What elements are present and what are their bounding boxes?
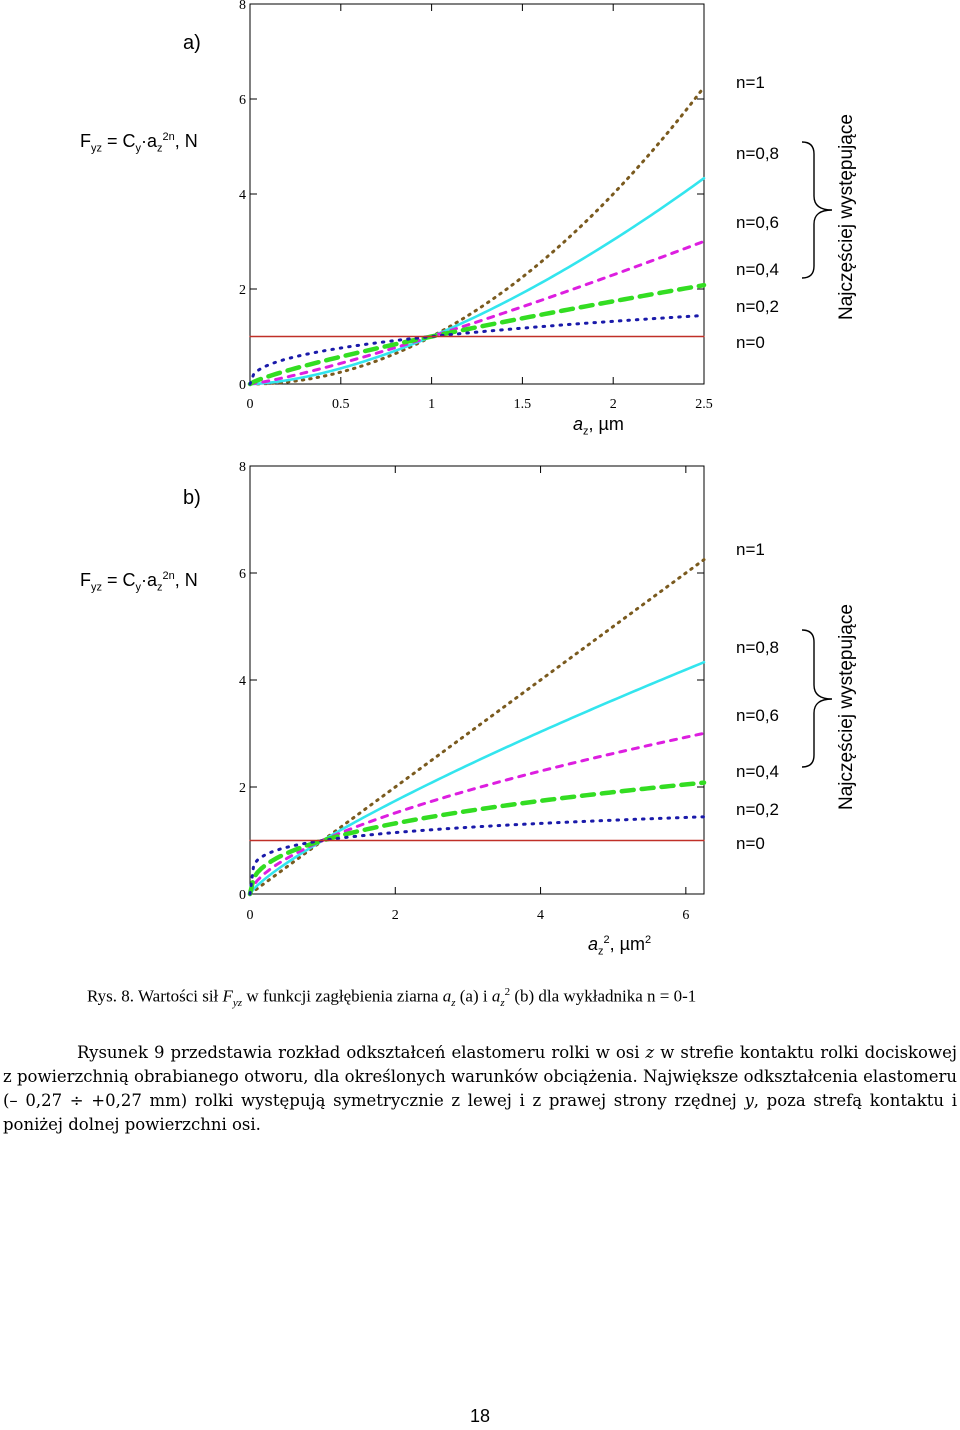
x-tick-label: 2.5 <box>695 397 713 410</box>
series-line-n04 <box>250 783 704 894</box>
y-tick-label: 0 <box>239 378 246 393</box>
x-tick-label: 6 <box>682 908 690 923</box>
panel-b-xlabel: $a_z^2$, µm$^2$ <box>588 934 652 958</box>
x-tick-label: 0 <box>246 397 254 410</box>
panel-a-label-n02: n=0,2 <box>736 297 780 316</box>
y-tick-label: 6 <box>239 567 246 582</box>
y-tick-label: 6 <box>239 93 246 108</box>
plot-frame <box>250 466 704 894</box>
chart-a <box>228 0 718 410</box>
y-tick-label: 0 <box>239 888 246 903</box>
panel-a-ylabel: $F_{yz} = C_y\cdot a_z^{2n}$, N <box>80 131 198 155</box>
x-tick-label: 4 <box>537 908 545 923</box>
y-tick-label: 2 <box>239 283 246 298</box>
y-tick-label: 2 <box>239 781 246 796</box>
x-tick-label: 1 <box>428 397 436 410</box>
y-tick-label: 4 <box>239 188 246 203</box>
y-tick-label: 8 <box>239 460 246 475</box>
plot-frame <box>250 4 704 384</box>
series-line-n1 <box>250 87 704 384</box>
panel-b-label-n04: n=0,4 <box>736 762 780 781</box>
page-number: 18 <box>470 1406 491 1426</box>
panel-a-label-n1: n=1 <box>736 73 765 92</box>
y-tick-label: 4 <box>239 674 246 689</box>
panel-b-label: b) <box>183 487 201 509</box>
x-tick-label: 0.5 <box>332 397 350 410</box>
series-line-n08 <box>250 662 704 894</box>
x-tick-label: 2 <box>391 908 399 923</box>
panel-b-label-n06: n=0,6 <box>736 706 780 725</box>
panel-a-label-n04: n=0,4 <box>736 260 780 279</box>
panel-b-label-n1: n=1 <box>736 540 765 559</box>
panel-b-brace-label: Najczęściej występujące <box>836 604 857 810</box>
y-tick-label: 8 <box>239 0 246 13</box>
body-paragraph: Rysunek 9 przedstawia rozkład odkształceń elastomeru rolki w osi z w strefie kontaktu rolki dociskowej z powierzchnią obrabianego otworu, dla określonych warunków obciążenia. Największe odkształcenia elastomeru (– 0,27 ÷ +0,27 mm) rolki występują symetrycznie z lewej i z prawej strony rzędnej y, poza strefą kontaktu i poniżej dolnej powierzchni osi. <box>3 1043 957 1134</box>
x-tick-label: 2 <box>609 397 617 410</box>
panel-a-label: a) <box>183 32 201 54</box>
panel-b-ylabel: $F_{yz} = C_y\cdot a_z^{2n}$, N <box>80 570 198 594</box>
series-line-n02 <box>250 817 704 894</box>
panel-b-brace-icon <box>800 625 840 785</box>
panel-a-label-n0: n=0 <box>736 333 765 352</box>
chart-b <box>228 455 718 925</box>
panel-b-label-n0: n=0 <box>736 834 765 853</box>
panel-a-brace-icon <box>800 130 840 290</box>
x-tick-label: 1.5 <box>513 397 532 410</box>
series-line-n06 <box>250 733 704 894</box>
panel-b-label-n02: n=0,2 <box>736 800 780 819</box>
x-tick-label: 0 <box>246 908 254 923</box>
panel-a-xlabel: $a_z$, µm <box>573 414 624 438</box>
panel-b-label-n08: n=0,8 <box>736 638 780 657</box>
panel-a-label-n08: n=0,8 <box>736 144 780 163</box>
series-line-n08 <box>250 178 704 384</box>
panel-a-label-n06: n=0,6 <box>736 213 780 232</box>
figure-caption: Rys. 8. Wartości sił $F_{yz}$ w funkcji zagłębienia ziarna $a_z$ (a) i $a_z^2$ (b) dla wykładnika n = 0-1 <box>87 986 697 1010</box>
panel-a-brace-label: Najczęściej występujące <box>836 114 857 320</box>
